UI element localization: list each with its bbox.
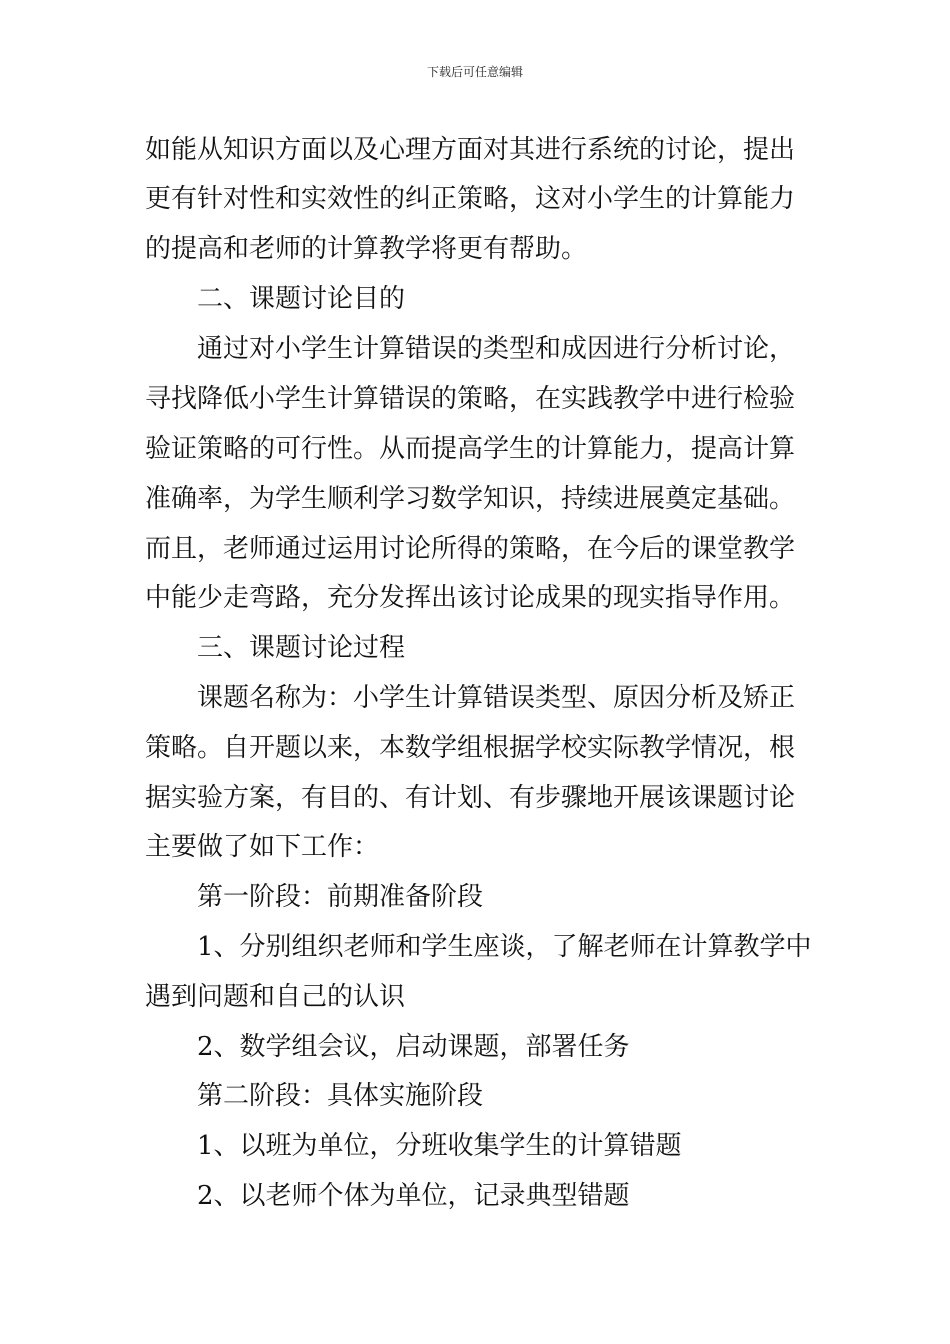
- body-line: 课题名称为：小学生计算错误类型、原因分析及矫正: [197, 683, 796, 713]
- body-line: 的提高和老师的计算教学将更有帮助。: [145, 234, 588, 264]
- list-item: 2、以老师个体为单位，记录典型错题: [197, 1181, 630, 1211]
- stage-heading: 第一阶段：前期准备阶段: [197, 882, 484, 912]
- body-line: 据实验方案，有目的、有计划、有步骤地开展该课题讨论: [145, 783, 796, 813]
- page-header-note: 下载后可任意编辑: [426, 65, 523, 79]
- list-item: 1、分别组织老师和学生座谈，了解老师在计算教学中: [197, 932, 812, 962]
- body-line: 通过对小学生计算错误的类型和成因进行分析讨论，: [197, 334, 796, 364]
- list-item: 1、以班为单位，分班收集学生的计算错题: [197, 1131, 682, 1161]
- body-line: 验证策略的可行性。从而提高学生的计算能力，提高计算: [145, 434, 796, 464]
- body-line: 中能少走弯路，充分发挥出该讨论成果的现实指导作用。: [145, 583, 796, 613]
- body-line: 如能从知识方面以及心理方面对其进行系统的讨论，提出: [145, 135, 796, 165]
- stage-heading: 第二阶段：具体实施阶段: [197, 1081, 484, 1111]
- body-line: 寻找降低小学生计算错误的策略，在实践教学中进行检验: [145, 384, 796, 414]
- section-heading: 三、课题讨论过程: [197, 633, 406, 663]
- body-line: 策略。自开题以来，本数学组根据学校实际教学情况，根: [145, 733, 796, 763]
- body-line: 遇到问题和自己的认识: [145, 982, 406, 1012]
- list-item: 2、数学组会议，启动课题，部署任务: [197, 1032, 630, 1062]
- body-line: 而且，老师通过运用讨论所得的策略，在今后的课堂教学: [145, 534, 796, 564]
- body-line: 更有针对性和实效性的纠正策略，这对小学生的计算能力: [145, 184, 796, 214]
- body-line: 准确率，为学生顺利学习数学知识，持续进展奠定基础。: [145, 484, 796, 514]
- body-line: 主要做了如下工作：: [145, 832, 380, 862]
- section-heading: 二、课题讨论目的: [197, 284, 406, 314]
